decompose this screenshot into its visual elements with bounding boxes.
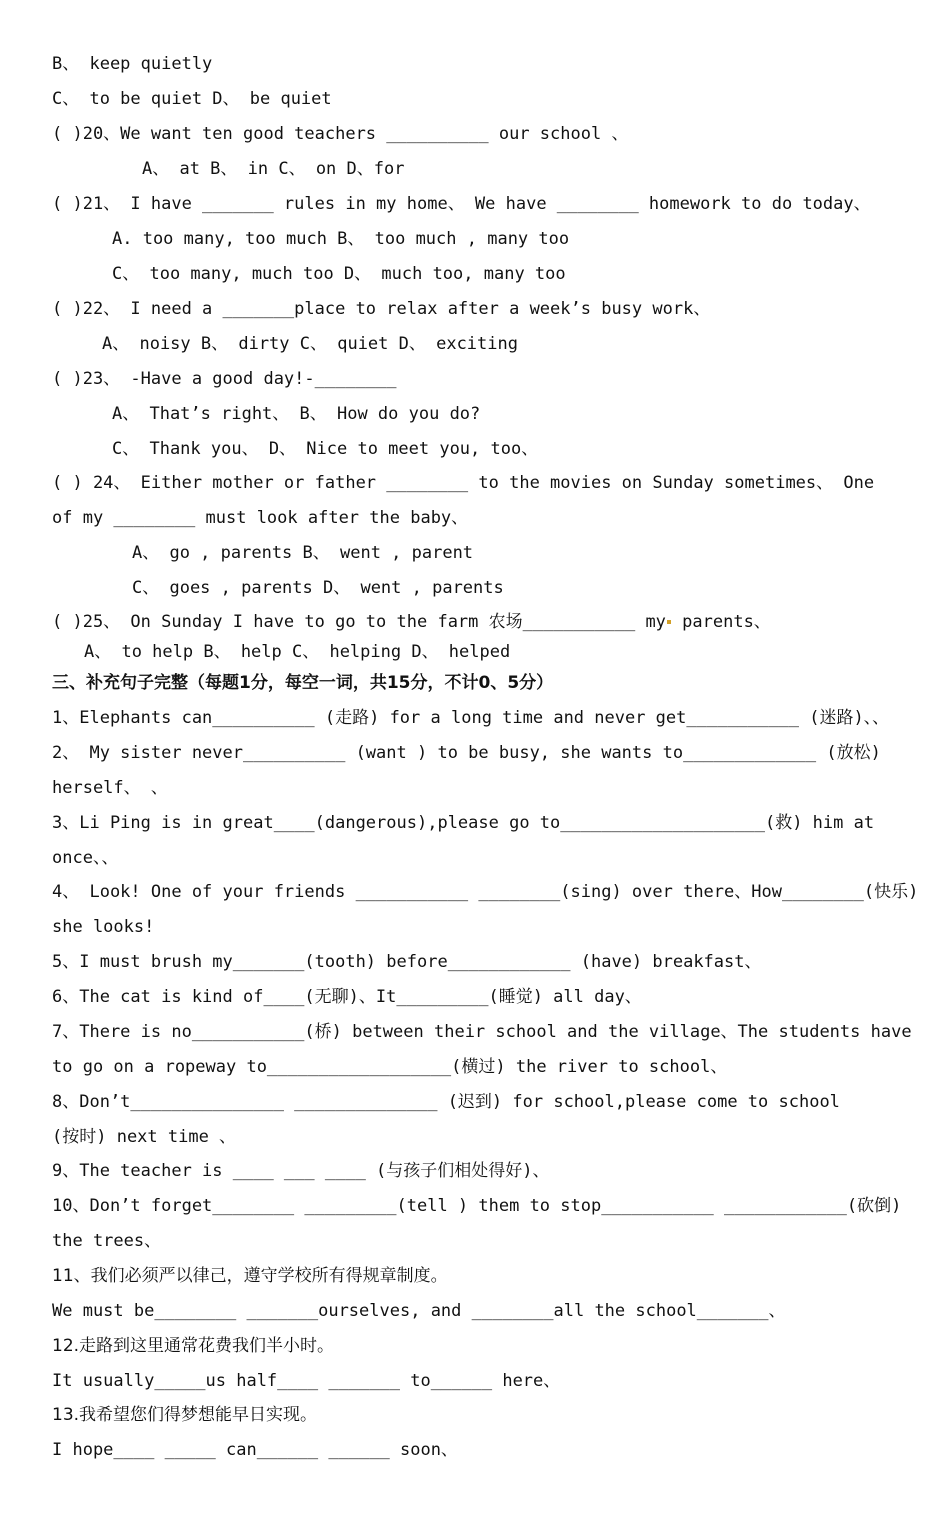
line-text: ( )25、 On Sunday I have to go to the farm 农场___________ my xyxy=(52,612,666,632)
text-line xyxy=(52,327,920,362)
text-line xyxy=(52,1259,920,1294)
text-line xyxy=(52,980,920,1015)
line-text: I hope____ _____ can______ ______ soon、 xyxy=(52,1440,458,1460)
text-line xyxy=(52,841,920,876)
line-text: A、 That’s right、 B、 How do you do? xyxy=(112,404,481,424)
line-text: 9、The teacher is ____ ___ ____ (与孩子们相处得好)、 xyxy=(52,1161,550,1181)
text-line xyxy=(52,1224,920,1259)
text-line xyxy=(52,432,920,467)
line-text: 8、Don’t_______________ ______________ (迟到) for school,please come to school xyxy=(52,1092,840,1112)
line-text: ( )23、 -Have a good day!-________ xyxy=(52,369,397,389)
line-text: the trees、 xyxy=(52,1231,162,1251)
text-line xyxy=(52,875,920,910)
line-text: herself、 、 xyxy=(52,778,168,798)
text-line xyxy=(52,466,920,501)
line-text: A、 to help B、 help C、 helping D、 helped xyxy=(84,642,511,662)
text-line xyxy=(52,910,920,945)
text-line xyxy=(52,187,920,222)
line-text: 7、There is no___________(桥) between their school and the village、The students have xyxy=(52,1022,912,1042)
text-line xyxy=(52,536,920,571)
line-text: C、 Thank you、 D、 Nice to meet you, too、 xyxy=(112,439,539,459)
line-text: 1、Elephants can__________ (走路) for a long time and never get___________ (迷路)、、 xyxy=(52,708,890,728)
line-text: ( )21、 I have _______ rules in my home、 We have ________ homework to do today、 xyxy=(52,194,871,214)
text-line xyxy=(52,82,920,117)
text-line xyxy=(52,1189,920,1224)
text-line xyxy=(52,1433,920,1468)
text-line xyxy=(52,1329,920,1364)
line-text: of my ________ must look after the baby、 xyxy=(52,508,469,528)
line-text: We must be________ _______ourselves, and ________all the school_______、 xyxy=(52,1301,786,1321)
line-text: ( )22、 I need a _______place to relax after a week’s busy work、 xyxy=(52,299,711,319)
text-line xyxy=(52,47,920,82)
text-line xyxy=(52,1154,920,1189)
text-line xyxy=(52,635,920,670)
text-line xyxy=(52,806,920,841)
line-text: 2、 My sister never__________ (want ) to be busy, she wants to_____________ (放松) xyxy=(52,743,881,763)
line-text: A、 at B、 in C、 on D、for xyxy=(142,159,405,179)
text-line xyxy=(52,222,920,257)
highlight-mark xyxy=(667,620,671,624)
text-line xyxy=(52,257,920,292)
text-line xyxy=(52,1398,920,1433)
text-line xyxy=(52,771,920,806)
line-text: A. too many, too much B、 too much , many too xyxy=(112,229,570,249)
line-text: 6、The cat is kind of____(无聊)、It_________(睡觉) all day、 xyxy=(52,987,642,1007)
line-text: A、 noisy B、 dirty C、 quiet D、 exciting xyxy=(102,334,518,354)
text-line xyxy=(52,362,920,397)
text-line xyxy=(52,945,920,980)
text-line xyxy=(52,292,920,327)
line-text: B、 keep quietly xyxy=(52,54,213,74)
line-text: 三、补充句子完整（每题1分，每空一词，共15分，不计0、5分） xyxy=(52,673,554,693)
text-line xyxy=(52,701,920,736)
line-text: 10、Don’t forget________ _________(tell ) them to stop___________ ____________(砍倒) xyxy=(52,1196,902,1216)
line-text: 5、I must brush my_______(tooth) before____________ (have) breakfast、 xyxy=(52,952,762,972)
text-line xyxy=(52,1294,920,1329)
line-text: she looks! xyxy=(52,917,155,937)
line-text: 3、Li Ping is in great____(dangerous),please go to____________________(救) him at xyxy=(52,813,875,833)
line-text: 12.走路到这里通常花费我们半小时。 xyxy=(52,1336,335,1356)
text-line xyxy=(52,1015,920,1050)
line-text: C、 too many, much too D、 much too, many too xyxy=(112,264,566,284)
text-line xyxy=(52,1120,920,1155)
line-text: ( )20、We want ten good teachers __________ our school 、 xyxy=(52,124,629,144)
text-line xyxy=(52,152,920,187)
text-line xyxy=(52,397,920,432)
line-text: ( ) 24、 Either mother or father ________ to the movies on Sunday sometimes、 One xyxy=(52,473,875,493)
line-text: It usually_____us half____ _______ to______ here、 xyxy=(52,1371,561,1391)
text-line xyxy=(52,1085,920,1120)
text-line xyxy=(52,1050,920,1085)
text-line xyxy=(52,571,920,606)
section-heading xyxy=(52,666,920,701)
line-text: (按时) next time 、 xyxy=(52,1127,237,1147)
line-text: C、 goes , parents D、 went , parents xyxy=(132,578,504,598)
text-line xyxy=(52,117,920,152)
line-text: once、、 xyxy=(52,848,119,868)
line-text: 11、我们必须严以律己，遵守学校所有得规章制度。 xyxy=(52,1266,448,1286)
line-text: 13.我希望您们得梦想能早日实现。 xyxy=(52,1405,318,1425)
line-text: 4、 Look! One of your friends ___________ ________(sing) over there、How________(快乐) xyxy=(52,882,919,902)
line-text: C、 to be quiet D、 be quiet xyxy=(52,89,332,109)
text-line xyxy=(52,736,920,771)
text-line xyxy=(52,1364,920,1399)
line-text: A、 go , parents B、 went , parent xyxy=(132,543,474,563)
line-text: to go on a ropeway to__________________(横过) the river to school、 xyxy=(52,1057,728,1077)
line-text-continued: parents、 xyxy=(671,612,771,632)
text-line xyxy=(52,501,920,536)
